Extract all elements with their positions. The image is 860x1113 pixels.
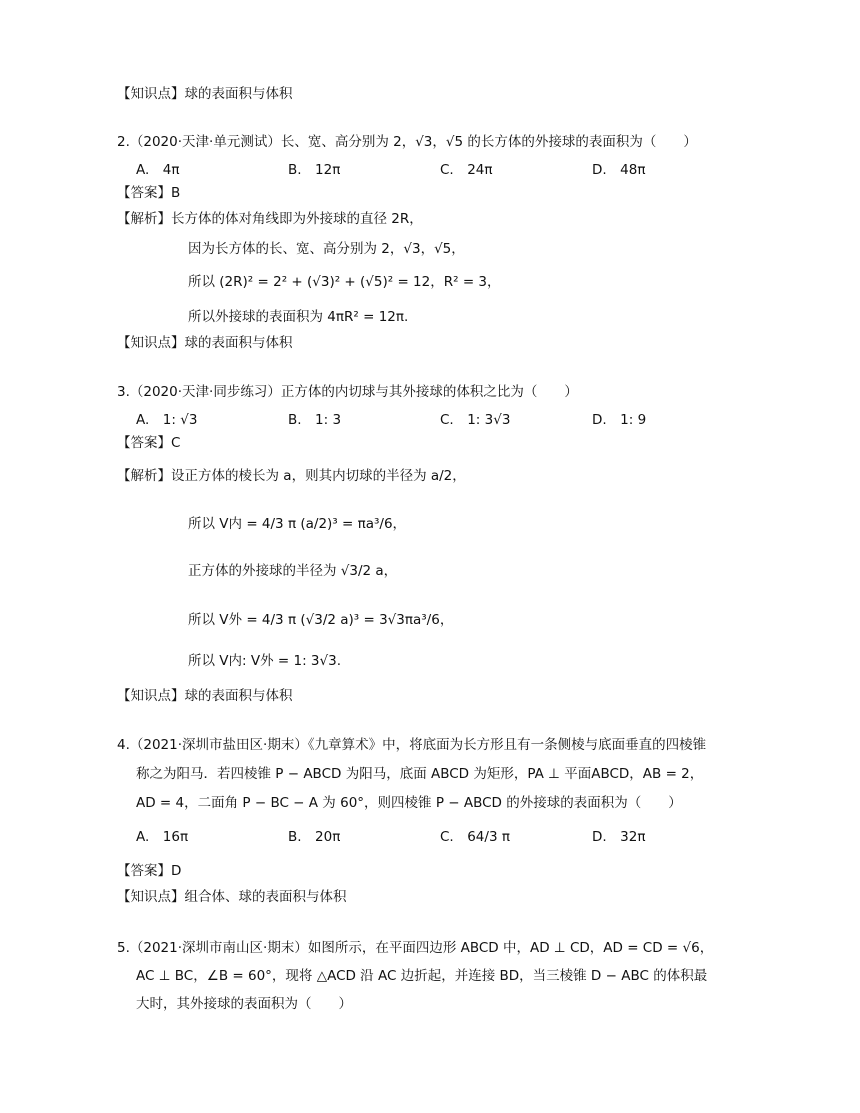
q3-analysis-line-2: 所以 V内 = 4/3 π (a/2)³ = πa³/6，: [188, 516, 407, 532]
q4-option-b[interactable]: B. 20π: [288, 829, 341, 845]
q4-option-d[interactable]: D. 32π: [592, 829, 646, 845]
analysis-text: 设正方体的棱长为 a，则其内切球的半径为 a/2，: [171, 468, 466, 484]
kp-text: 球的表面积与体积: [184, 86, 293, 102]
kp-label: 【知识点】: [117, 688, 185, 704]
q4-stem-line-3: AD = 4，二面角 P − BC − A 为 60°，则四棱锥 P − ABCD 的外接球的表面积为（ ）: [136, 795, 682, 811]
kp-text: 球的表面积与体积: [184, 335, 293, 351]
q3-option-a[interactable]: A. 1: √3: [136, 412, 198, 428]
q4-option-a[interactable]: A. 16π: [136, 829, 189, 845]
answer-value: B: [171, 185, 181, 201]
kp-label: 【知识点】: [117, 86, 185, 102]
answer-value: D: [171, 863, 182, 879]
q4-knowledge-point: [117, 887, 347, 907]
q3-analysis-line-3: 正方体的外接球的半径为 √3/2 a，: [188, 563, 398, 579]
q2-stem: [117, 132, 697, 152]
kp-text: 组合体、球的表面积与体积: [184, 889, 347, 905]
q4-stem-line-1: 4.（2021·深圳市盐田区·期末）《九章算术》中，将底面为长方形且有一条侧棱与底面垂直的四棱锥: [117, 737, 707, 753]
q2-option-c[interactable]: C. 24π: [440, 162, 493, 178]
kp-text: 球的表面积与体积: [184, 688, 293, 704]
q2-analysis-line-1: [117, 209, 423, 229]
q3-knowledge-point: [117, 686, 293, 706]
q2-stem-text: 2.（2020·天津·单元测试）长、宽、高分别为 2，√3，√5 的长方体的外接球的表面积为（ ）: [117, 134, 697, 150]
q3-analysis-line-1: [117, 466, 466, 486]
q2-analysis-line-3: 所以 (2R)² = 2² + (√3)² + (√5)² = 12，R² = 3，: [188, 274, 501, 290]
knowledge-point-top: [117, 84, 293, 104]
q3-stem: 3.（2020·天津·同步练习）正方体的内切球与其外接球的体积之比为（ ）: [117, 384, 578, 400]
answer-label: 【答案】: [117, 435, 171, 451]
q2-analysis-line-4: 所以外接球的表面积为 4πR² = 12π.: [188, 309, 409, 325]
q3-analysis-line-5: 所以 V内: V外 = 1: 3√3.: [188, 653, 341, 669]
analysis-label: 【解析】: [117, 211, 171, 227]
q3-option-d[interactable]: D. 1: 9: [592, 412, 647, 428]
q2-option-a[interactable]: A. 4π: [136, 162, 180, 178]
analysis-label: 【解析】: [117, 468, 171, 484]
q4-option-c[interactable]: C. 64/3 π: [440, 829, 510, 845]
q5-stem-line-1: 5.（2021·深圳市南山区·期末）如图所示，在平面四边形 ABCD 中，AD ⊥ CD，AD = CD = √6，: [117, 940, 714, 956]
q3-answer: [117, 433, 180, 453]
q2-answer: [117, 183, 180, 203]
q4-stem-line-2: 称之为阳马．若四棱锥 P − ABCD 为阳马，底面 ABCD 为矩形，PA ⊥ 平面ABCD，AB = 2，: [136, 766, 704, 782]
q3-analysis-line-4: 所以 V外 = 4/3 π (√3/2 a)³ = 3√3πa³/6，: [188, 612, 454, 628]
q5-stem-line-2: AC ⊥ BC，∠B = 60°，现将 △ACD 沿 AC 边折起，并连接 BD，当三棱锥 D − ABC 的体积最: [136, 968, 708, 984]
q2-option-d[interactable]: D. 48π: [592, 162, 646, 178]
answer-value: C: [171, 435, 181, 451]
q5-stem-line-3: 大时，其外接球的表面积为（ ）: [136, 996, 352, 1012]
analysis-text: 长方体的体对角线即为外接球的直径 2R，: [171, 211, 423, 227]
q3-option-c[interactable]: C. 1: 3√3: [440, 412, 511, 428]
kp-label: 【知识点】: [117, 335, 185, 351]
answer-label: 【答案】: [117, 863, 171, 879]
q2-knowledge-point: [117, 333, 293, 353]
q3-option-b[interactable]: B. 1: 3: [288, 412, 342, 428]
q4-answer: [117, 861, 181, 881]
kp-label: 【知识点】: [117, 889, 185, 905]
q2-analysis-line-2: 因为长方体的长、宽、高分别为 2，√3，√5，: [188, 241, 465, 257]
q2-option-b[interactable]: B. 12π: [288, 162, 341, 178]
answer-label: 【答案】: [117, 185, 171, 201]
